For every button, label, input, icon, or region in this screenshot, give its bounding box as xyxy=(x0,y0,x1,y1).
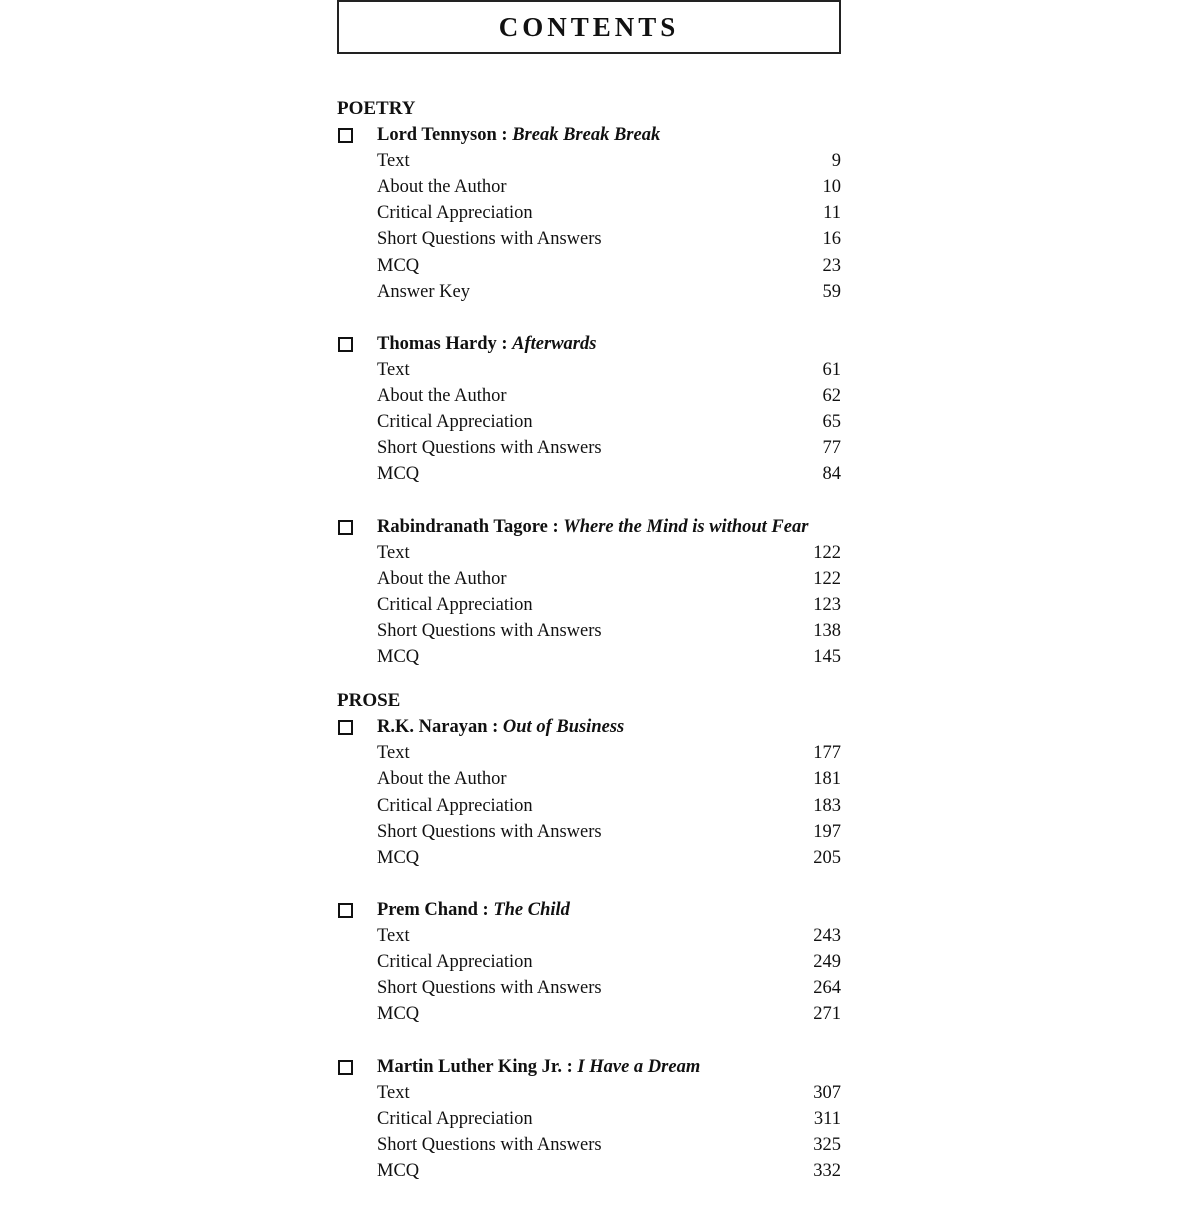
toc-item-label: Short Questions with Answers xyxy=(377,1134,602,1155)
toc-item-row[interactable] xyxy=(337,566,842,592)
toc-item-label: Text xyxy=(377,1082,410,1103)
toc-item-label: Critical Appreciation xyxy=(377,412,533,433)
entry-heading[interactable] xyxy=(337,1054,842,1080)
toc-page-number: 10 xyxy=(822,177,841,198)
contents-title-box xyxy=(337,0,841,54)
toc-item-label: Text xyxy=(377,925,410,946)
toc-item-label: MCQ xyxy=(377,847,420,868)
checkbox-icon xyxy=(338,128,353,143)
toc-page-number: 177 xyxy=(813,743,841,764)
toc-item-label: Short Questions with Answers xyxy=(377,229,602,250)
table-of-contents xyxy=(337,96,842,1210)
toc-item-label: MCQ xyxy=(377,464,420,485)
toc-page-number: 271 xyxy=(813,1004,841,1025)
entry-heading[interactable] xyxy=(337,514,842,540)
entry-work-title: Afterwards xyxy=(512,333,597,354)
toc-item-row[interactable] xyxy=(337,1106,842,1132)
toc-item-label: Text xyxy=(377,743,410,764)
toc-page-number: 16 xyxy=(822,229,841,250)
toc-item-row[interactable] xyxy=(337,435,842,461)
checkbox-icon xyxy=(338,903,353,918)
section-heading-poetry: POETRY xyxy=(337,98,416,119)
toc-item-label: Critical Appreciation xyxy=(377,203,533,224)
entry-work-title: Break Break Break xyxy=(512,125,661,145)
toc-item-row[interactable] xyxy=(337,1158,842,1184)
toc-entry xyxy=(337,514,842,671)
toc-item-row[interactable] xyxy=(337,200,842,226)
toc-item-row[interactable] xyxy=(337,923,842,949)
toc-item-row[interactable] xyxy=(337,226,842,252)
toc-page-number: 122 xyxy=(813,568,841,589)
entry-heading[interactable] xyxy=(337,122,842,148)
toc-page-number: 61 xyxy=(822,359,841,380)
toc-page-number: 181 xyxy=(813,769,841,790)
toc-entry xyxy=(337,714,842,871)
toc-page-number: 264 xyxy=(813,978,841,999)
toc-page-number: 59 xyxy=(822,281,841,302)
toc-item-label: Short Questions with Answers xyxy=(377,438,602,459)
toc-item-label: Text xyxy=(377,151,410,171)
entry-author: Prem Chand : xyxy=(377,899,489,920)
toc-item-row[interactable] xyxy=(337,461,842,487)
toc-page-number: 332 xyxy=(813,1160,841,1181)
toc-entry xyxy=(337,1054,842,1185)
toc-page-number: 243 xyxy=(813,925,841,946)
toc-item-row[interactable] xyxy=(337,148,842,174)
toc-item-row[interactable] xyxy=(337,1132,842,1158)
toc-item-row[interactable] xyxy=(337,540,842,566)
toc-item-row[interactable] xyxy=(337,383,842,409)
toc-item-row[interactable] xyxy=(337,766,842,792)
toc-page-number: 84 xyxy=(822,464,841,485)
toc-item-label: Short Questions with Answers xyxy=(377,978,602,999)
toc-item-label: Short Questions with Answers xyxy=(377,620,602,641)
toc-item-row[interactable] xyxy=(337,819,842,845)
entry-author: R.K. Narayan : xyxy=(377,717,499,738)
page-title: CONTENTS xyxy=(498,11,680,42)
entry-author: Thomas Hardy : xyxy=(377,333,508,354)
toc-item-label: MCQ xyxy=(377,1004,420,1025)
toc-entry xyxy=(337,122,842,305)
toc-item-row[interactable] xyxy=(337,793,842,819)
toc-page-number: 197 xyxy=(813,821,841,842)
toc-item-label: Critical Appreciation xyxy=(377,795,533,816)
toc-item-label: Critical Appreciation xyxy=(377,1108,533,1129)
toc-item-label: About the Author xyxy=(377,769,507,790)
checkbox-icon xyxy=(338,1060,353,1075)
entry-author: Rabindranath Tagore : xyxy=(377,516,559,537)
toc-item-row[interactable] xyxy=(337,592,842,618)
toc-item-label: About the Author xyxy=(377,568,507,589)
toc-page-number: 138 xyxy=(813,620,841,641)
entry-work-title: I Have a Dream xyxy=(577,1056,701,1077)
toc-page-number: 205 xyxy=(813,847,841,868)
entry-work-title: Where the Mind is without Fear xyxy=(563,516,809,537)
toc-page-number: 9 xyxy=(831,151,841,171)
toc-item-row[interactable] xyxy=(337,975,842,1001)
toc-item-label: MCQ xyxy=(377,1160,420,1181)
entry-work-title: Out of Business xyxy=(502,717,625,738)
toc-entry xyxy=(337,897,842,1028)
toc-page-number: 145 xyxy=(813,647,841,668)
toc-item-row[interactable] xyxy=(337,740,842,766)
toc-page-number: 123 xyxy=(813,594,841,615)
toc-item-row[interactable] xyxy=(337,174,842,200)
toc-item-row[interactable] xyxy=(337,253,842,279)
toc-item-row[interactable] xyxy=(337,1080,842,1106)
toc-item-row[interactable] xyxy=(337,618,842,644)
toc-item-label: Text xyxy=(377,542,410,563)
toc-item-row[interactable] xyxy=(337,409,842,435)
entry-work-title: The Child xyxy=(493,899,570,920)
toc-page-number: 65 xyxy=(822,412,841,433)
toc-item-label: About the Author xyxy=(377,177,507,198)
toc-page-number: 249 xyxy=(813,952,841,973)
entry-heading[interactable] xyxy=(337,331,842,357)
toc-item-label: Text xyxy=(377,359,410,380)
section-heading-prose: PROSE xyxy=(337,690,401,712)
toc-page-number: 23 xyxy=(822,255,841,276)
entry-heading[interactable] xyxy=(337,714,842,740)
entry-author: Lord Tennyson : xyxy=(377,125,508,145)
toc-item-row[interactable] xyxy=(337,845,842,871)
checkbox-icon xyxy=(338,337,353,352)
toc-page-number: 62 xyxy=(822,385,841,406)
entry-heading[interactable] xyxy=(337,897,842,923)
toc-page-number: 311 xyxy=(813,1108,841,1129)
toc-item-label: About the Author xyxy=(377,385,507,406)
toc-item-label: Answer Key xyxy=(377,281,470,302)
toc-page-number: 325 xyxy=(813,1134,841,1155)
toc-item-row[interactable] xyxy=(337,279,842,305)
toc-entry xyxy=(337,331,842,488)
checkbox-icon xyxy=(338,720,353,735)
toc-item-label: MCQ xyxy=(377,647,420,668)
checkbox-icon xyxy=(338,520,353,535)
toc-page-number: 307 xyxy=(813,1082,841,1103)
toc-item-row[interactable] xyxy=(337,1001,842,1027)
toc-item-label: Critical Appreciation xyxy=(377,594,533,615)
toc-item-row[interactable] xyxy=(337,644,842,670)
toc-item-row[interactable] xyxy=(337,949,842,975)
toc-page-number: 77 xyxy=(822,438,841,459)
toc-page-number: 122 xyxy=(813,542,841,563)
toc-item-row[interactable] xyxy=(337,357,842,383)
toc-item-label: Critical Appreciation xyxy=(377,952,533,973)
toc-item-label: MCQ xyxy=(377,255,420,276)
toc-page-number: 11 xyxy=(823,203,841,224)
entry-author: Martin Luther King Jr. : xyxy=(377,1056,573,1077)
toc-item-label: Short Questions with Answers xyxy=(377,821,602,842)
toc-page-number: 183 xyxy=(813,795,841,816)
